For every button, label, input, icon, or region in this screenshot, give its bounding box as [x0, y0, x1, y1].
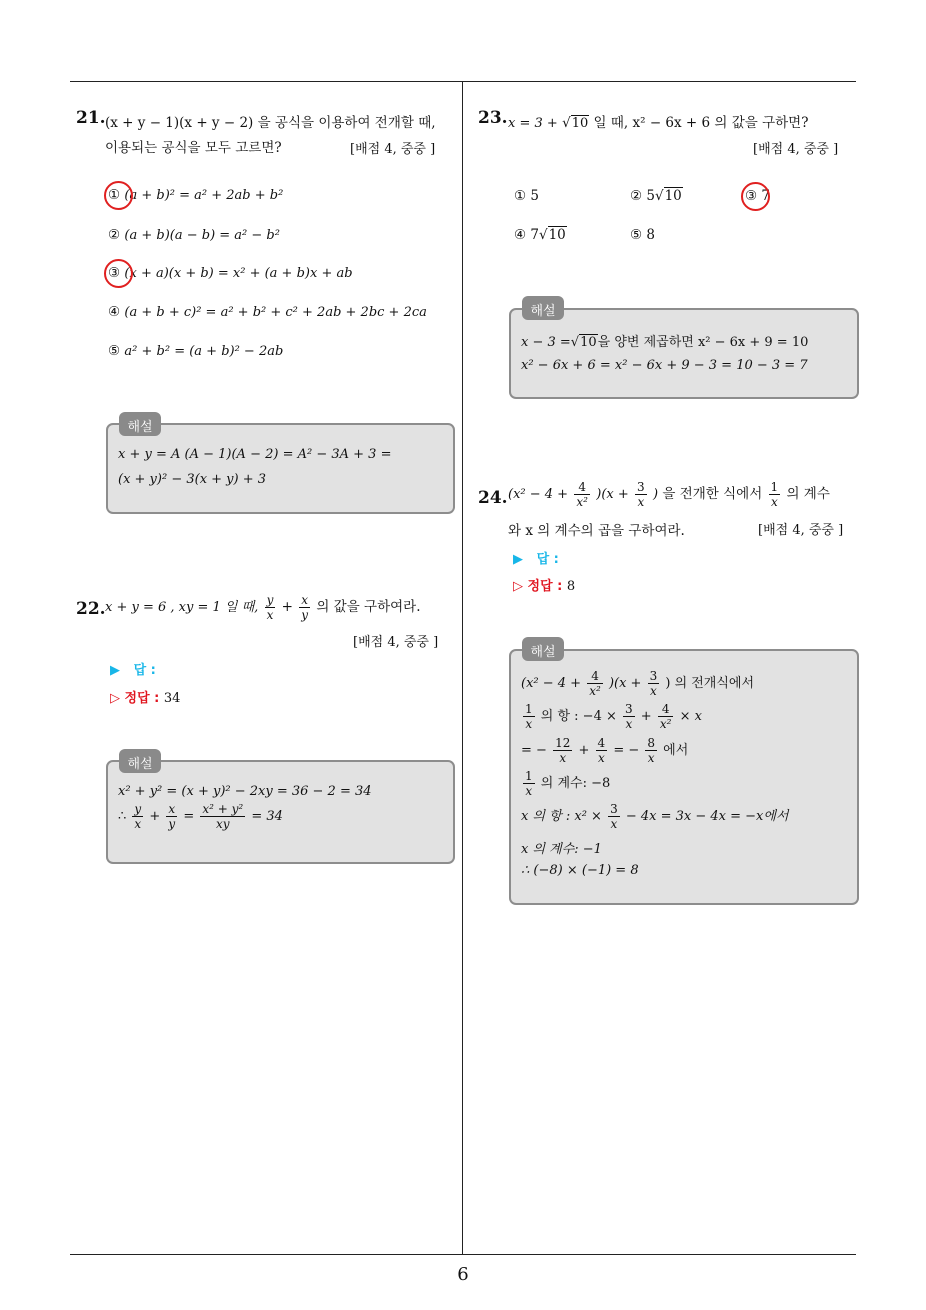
q22-solution-line2: ∴ $\frac{y}{x}$ + $\frac{x}{y}$ = $\frac{\text{x² + y²}}{xy}$ = 34 [118, 802, 283, 831]
q21-option-4[interactable] [108, 304, 427, 320]
fraction: $\frac{x}{y}$ [301, 593, 309, 622]
q24-question-line2: 와 x 의 계수의 곱을 구하여라. [508, 523, 685, 539]
q23-option-5[interactable]: ⑤ 8 [630, 227, 655, 243]
correct-label: 정답 : [527, 579, 563, 594]
q21-option-1[interactable] [108, 187, 283, 203]
q24-answer-line [513, 548, 559, 567]
q24-meta: [배점 4, 중중 ] [758, 523, 844, 538]
q23-solution-box [509, 308, 859, 399]
q21-solution-line1: x + y = A (A − 1)(A − 2) = A² − 3A + 3 = [118, 447, 392, 462]
q24-solution-line1: (x² − 4 + $\frac{4}{\text{x²}}$ )(x + $\frac{3}{x}$ ) 의 전개식에서 [521, 669, 755, 698]
q24-solution-line7: ∴ (−8) × (−1) = 8 [521, 863, 639, 878]
q23-option-3[interactable]: ③ 7 [745, 188, 770, 204]
option-text: (x + a)(x + b) = x² + (a + b)x + ab [124, 266, 353, 281]
column-divider [462, 81, 463, 1255]
q24-solution-line3: = − $\frac{12}{x}$ + $\frac{4}{x}$ = − $\frac{8}{x}$ 에서 [521, 736, 689, 765]
q24-number: 24. [478, 488, 508, 508]
option-mark: ④ [108, 304, 121, 320]
q21-text-line2: 이용되는 공식을 모두 고르면? [105, 140, 282, 156]
answer-arrow-icon: ▶ [513, 552, 523, 567]
q21-solution-line2: (x + y)² − 3(x + y) + 3 [118, 472, 267, 487]
q23-option-4[interactable]: ④ 7√10 [514, 227, 566, 243]
q23-number: 23. [478, 108, 508, 128]
option-mark: ② [108, 227, 121, 243]
bottom-rule [70, 1254, 856, 1255]
q23-solution-line1: x − 3 =√10을 양변 제곱하면 x² − 6x + 9 = 10 [521, 335, 809, 350]
q23-question: x = 3 + √10 일 때, x² − 6x + 6 의 값을 구하면? [508, 115, 809, 131]
option-text: a² + b² = (a + b)² − 2ab [124, 344, 284, 359]
option-mark: ⑤ [108, 343, 121, 359]
solution-tab: 해설 [119, 412, 161, 436]
answer-label: 답 : [133, 663, 156, 678]
solution-tab: 해설 [522, 637, 564, 661]
solution-tab: 해설 [522, 296, 564, 320]
q24-solution-line6: x 의 계수: −1 [521, 842, 602, 857]
option-text: (a + b)(a − b) = a² − b² [124, 228, 280, 243]
option-mark: ① [108, 187, 121, 203]
q22-correct-line [110, 687, 180, 706]
q22-answer-line [110, 659, 156, 678]
selected-circle-mark [104, 259, 133, 288]
option-text: (a + b + c)² = a² + b² + c² + 2ab + 2bc + 2ca [124, 305, 427, 320]
answer-arrow-icon: ▶ [110, 663, 120, 678]
q24-solution-line2: $\frac{1}{x}$ 의 항 : −4 × $\frac{3}{x}$ + $\frac{4}{\text{x²}}$ × x [525, 702, 702, 731]
q22-question: x + y = 6 , xy = 1 일 때, $\frac{y}{x}$ + $\frac{x}{y}$ 의 값을 구하여라. [105, 593, 421, 622]
q21-option-3[interactable] [108, 265, 353, 281]
hollow-arrow-icon: ▷ [110, 691, 120, 706]
q22-lead: x + y = 6 , xy = 1 일 때, [105, 600, 259, 615]
correct-label: 정답 : [124, 691, 160, 706]
q24-question-line1: (x² − 4 + $\frac{4}{\text{x²}}$ )(x + $\frac{3}{x}$ ) 을 전개한 식에서 $\frac{1}{x}$ 의 계수 [508, 480, 830, 509]
correct-value: 34 [163, 691, 181, 706]
selected-circle-mark [104, 181, 133, 210]
q24-correct-line [513, 575, 575, 594]
page-number: 6 [457, 1264, 469, 1285]
q21-number: 21. [76, 108, 106, 128]
correct-value: 8 [566, 579, 576, 594]
q22-number: 22. [76, 599, 106, 619]
q21-meta: [배점 4, 중중 ] [350, 142, 436, 157]
q23-solution-line2: x² − 6x + 6 = x² − 6x + 9 − 3 = 10 − 3 = 7 [521, 358, 808, 373]
q24-solution-line5: x 의 항 : x² × $\frac{3}{x}$ − 4x = 3x − 4x = −x에서 [521, 802, 789, 831]
selected-circle-mark [741, 182, 770, 211]
q22-tail: 의 값을 구하여라. [316, 599, 421, 615]
q22-meta: [배점 4, 중중 ] [353, 635, 439, 650]
q24-solution-line4: $\frac{1}{x}$ 의 계수: −8 [525, 769, 611, 798]
hollow-arrow-icon: ▷ [513, 579, 523, 594]
q21-solution-box [106, 423, 455, 514]
top-rule [70, 81, 856, 82]
q23-option-1[interactable]: ① 5 [514, 188, 539, 204]
option-text: (a + b)² = a² + 2ab + b² [124, 188, 284, 203]
solution-tab: 해설 [119, 749, 161, 773]
q21-text-line1: (x + y − 1)(x + y − 2) 을 공식을 이용하여 전개할 때, [105, 115, 436, 131]
q23-option-2[interactable]: ② 5√10 [630, 188, 682, 204]
fraction: $\frac{y}{x}$ [266, 593, 274, 622]
q21-option-2[interactable] [108, 227, 280, 243]
answer-label: 답 : [536, 552, 559, 567]
q22-solution-line1: x² + y² = (x + y)² − 2xy = 36 − 2 = 34 [118, 784, 372, 799]
q21-option-5[interactable] [108, 343, 283, 359]
option-mark: ③ [108, 265, 121, 281]
q23-meta: [배점 4, 중중 ] [753, 142, 839, 157]
